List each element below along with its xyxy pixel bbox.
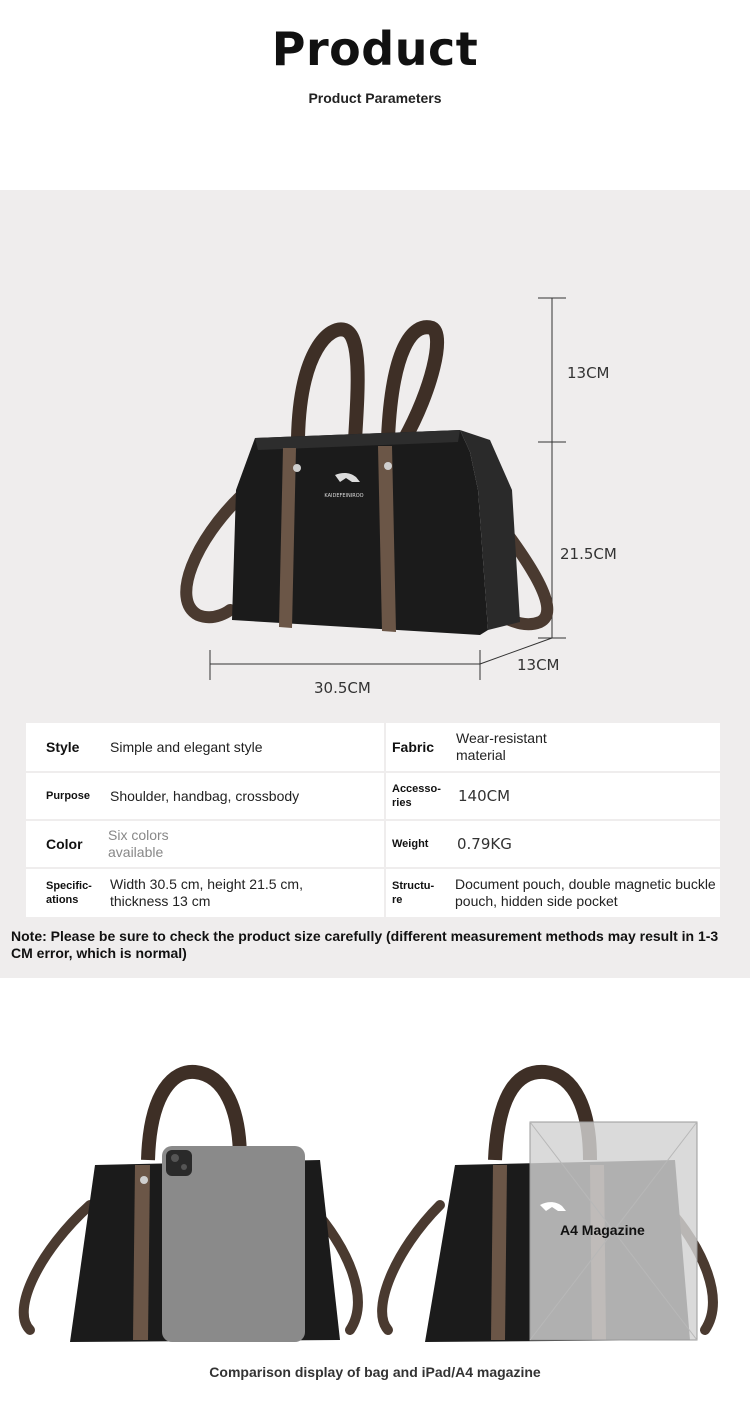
page-subtitle: Product Parameters — [308, 90, 442, 106]
dim-body-height: 21.5CM — [560, 545, 617, 563]
dim-width: 30.5CM — [314, 679, 371, 697]
bag-body — [232, 430, 520, 635]
color-label: Color — [46, 836, 83, 852]
comparison-illustration — [0, 1060, 750, 1350]
table-row — [26, 723, 720, 773]
accessories-value: 140CM — [458, 787, 511, 805]
weight-value: 0.79KG — [457, 835, 512, 853]
page-title: Product — [271, 22, 479, 76]
spec-table — [26, 723, 720, 917]
fabric-value: Wear-resistant material — [456, 730, 547, 763]
specifications-label: Specific- ations — [46, 880, 92, 906]
structure-label: Structu- re — [392, 880, 435, 906]
accessories-label: Accesso- ries — [392, 783, 441, 809]
bag-handles — [298, 327, 437, 440]
structure-value: Document pouch, double magnetic buckle pouch, hidden side pocket — [455, 876, 716, 909]
color-value: Six colors available — [108, 827, 169, 860]
table-row — [26, 821, 720, 869]
table-row — [26, 869, 720, 917]
purpose-value: Shoulder, handbag, crossbody — [110, 787, 300, 804]
table-row — [26, 773, 720, 821]
dim-depth: 13CM — [517, 656, 560, 674]
fabric-label: Fabric — [392, 739, 435, 755]
bag-logo-text: KAIDEFEINIROO — [324, 493, 364, 499]
specifications-value: Width 30.5 cm, height 21.5 cm, thickness 13 cm — [110, 876, 303, 909]
style-value: Simple and elegant style — [110, 738, 263, 755]
magazine-label: A4 Magazine — [560, 1222, 645, 1238]
style-label: Style — [46, 739, 80, 755]
bag-dimension-illustration — [0, 190, 750, 720]
comparison-caption: Comparison display of bag and iPad/A4 magazine — [209, 1364, 541, 1380]
dim-handle-height: 13CM — [567, 364, 610, 382]
size-note: Note: Please be sure to check the product size carefully (different measurement methods may result in 1-3 CM error, which is normal) — [11, 928, 719, 961]
weight-label: Weight — [392, 838, 429, 850]
ipad-icon — [162, 1146, 305, 1342]
purpose-label: Purpose — [46, 790, 91, 802]
